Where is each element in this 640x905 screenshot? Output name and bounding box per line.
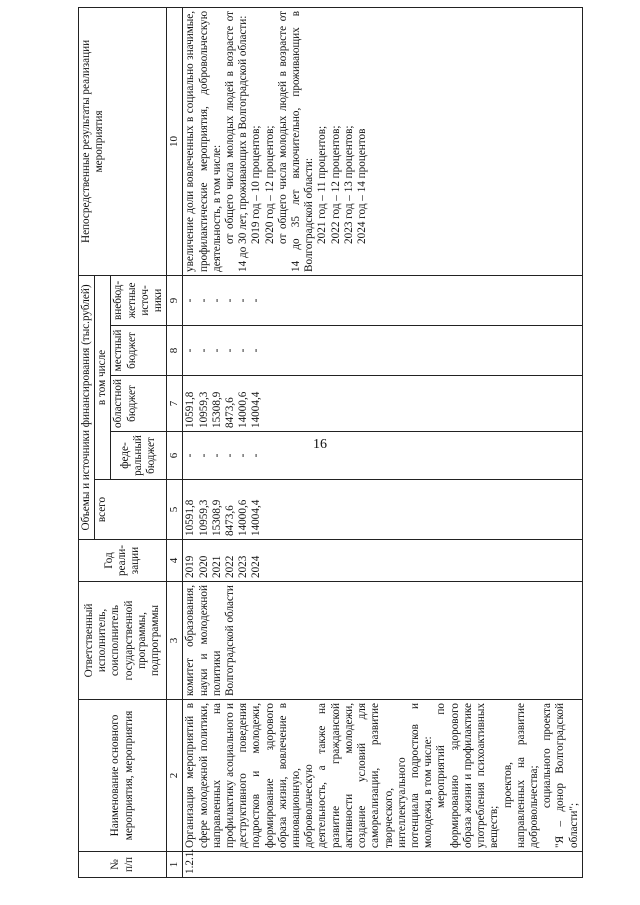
col-number: 5: [167, 480, 183, 540]
result-main: увеличение доли вовлеченных в социально значимые, профилактические мероприятия, добровольческую деятельность, в том числе:: [184, 10, 223, 272]
header-num: № п/п: [79, 852, 167, 878]
regional-values: 10591,8 10959,3 15308,9 8473,6 14000,6 14004,4: [183, 376, 583, 432]
row-number: 1.2.1.: [183, 852, 583, 878]
col-number: 9: [167, 275, 183, 325]
header-local: местный бюджет: [111, 326, 167, 376]
measure-sub1: мероприятий по формированию здорового образа жизни и профилактике употребления психоактивных веществ;: [435, 703, 501, 848]
col-number: 3: [167, 582, 183, 700]
row-name-cell: [183, 700, 583, 852]
result-b: от общего числа молодых людей в возрасте от 14 до 35 лет включительно, проживающих в Волгоградской области:: [276, 10, 316, 272]
years-list: 2019 2020 2021 2022 2023 2024: [183, 540, 583, 582]
header-results: Непосредственные результаты реализации мероприятия: [79, 7, 167, 275]
result-a-years: 2019 год – 10 процентов; 2020 год – 12 процентов;: [250, 125, 276, 244]
executor: комитет образования, науки и молодежной политики Волгоградской области: [183, 582, 583, 700]
col-number: 7: [167, 376, 183, 432]
results-cell: [183, 7, 583, 275]
result-a: от общего числа молодых людей в возрасте от 14 до 30 лет, проживающих в Волгоградской области:: [223, 10, 250, 272]
header-financing: Объемы и источники финансирования (тыс.рублей): [79, 275, 95, 539]
col-number: 10: [167, 7, 183, 275]
col-number: 2: [167, 700, 183, 852]
financing-table: [78, 7, 583, 878]
header-extra: внебюд-жетные источ-ники: [111, 275, 167, 325]
header-including: в том числе: [95, 275, 111, 479]
col-number: 1: [167, 852, 183, 878]
header-year: Год реали-зации: [79, 540, 167, 582]
result-b-years: 2021 год – 11 процентов; 2022 год – 12 процентов; 2023 год – 13 процентов; 2024 год – 14 процентов: [316, 125, 369, 244]
measure-name: Организация мероприятий в сфере молодежной политики, направленных на профилактику асоциального и деструктивного поведения подростков и молодежи, формирование здорового образа жизни, вовлечение в инновационную, добровольческую деятельность, а также на развитие гражданской активности молодежи, создание условий для самореализации, развитие творческого, интеллектуального потенциала подростков и молодежи, в том числе:: [184, 703, 435, 848]
measure-sub2: проектов, направленных на развитие добровольчества;: [501, 703, 540, 848]
federal-values: - - - - - -: [183, 432, 583, 480]
rotated-page: [78, 8, 638, 878]
header-name: Наименование основного мероприятия, мероприятия: [79, 700, 167, 852]
header-federal: феде-ральный бюджет: [111, 432, 167, 480]
col-number: 4: [167, 540, 183, 582]
page-number: 16: [313, 437, 327, 452]
extra-values: - - - - - -: [183, 275, 583, 325]
col-number: 8: [167, 326, 183, 376]
table-row: [183, 7, 583, 877]
col-number: 6: [167, 432, 183, 480]
measure-sub3: социального проекта "Я – донор Волгоградской области";: [541, 703, 580, 848]
local-values: - - - - - -: [183, 326, 583, 376]
header-executor: Ответственный исполнитель, соисполнитель государственной программы, подпрограммы: [79, 582, 167, 700]
header-regional: областной бюджет: [111, 376, 167, 432]
header-total: всего: [95, 480, 167, 540]
column-numbers-row: [167, 7, 183, 877]
total-values: 10591,8 10959,3 15308,9 8473,6 14000,6 14004,4: [183, 480, 583, 540]
